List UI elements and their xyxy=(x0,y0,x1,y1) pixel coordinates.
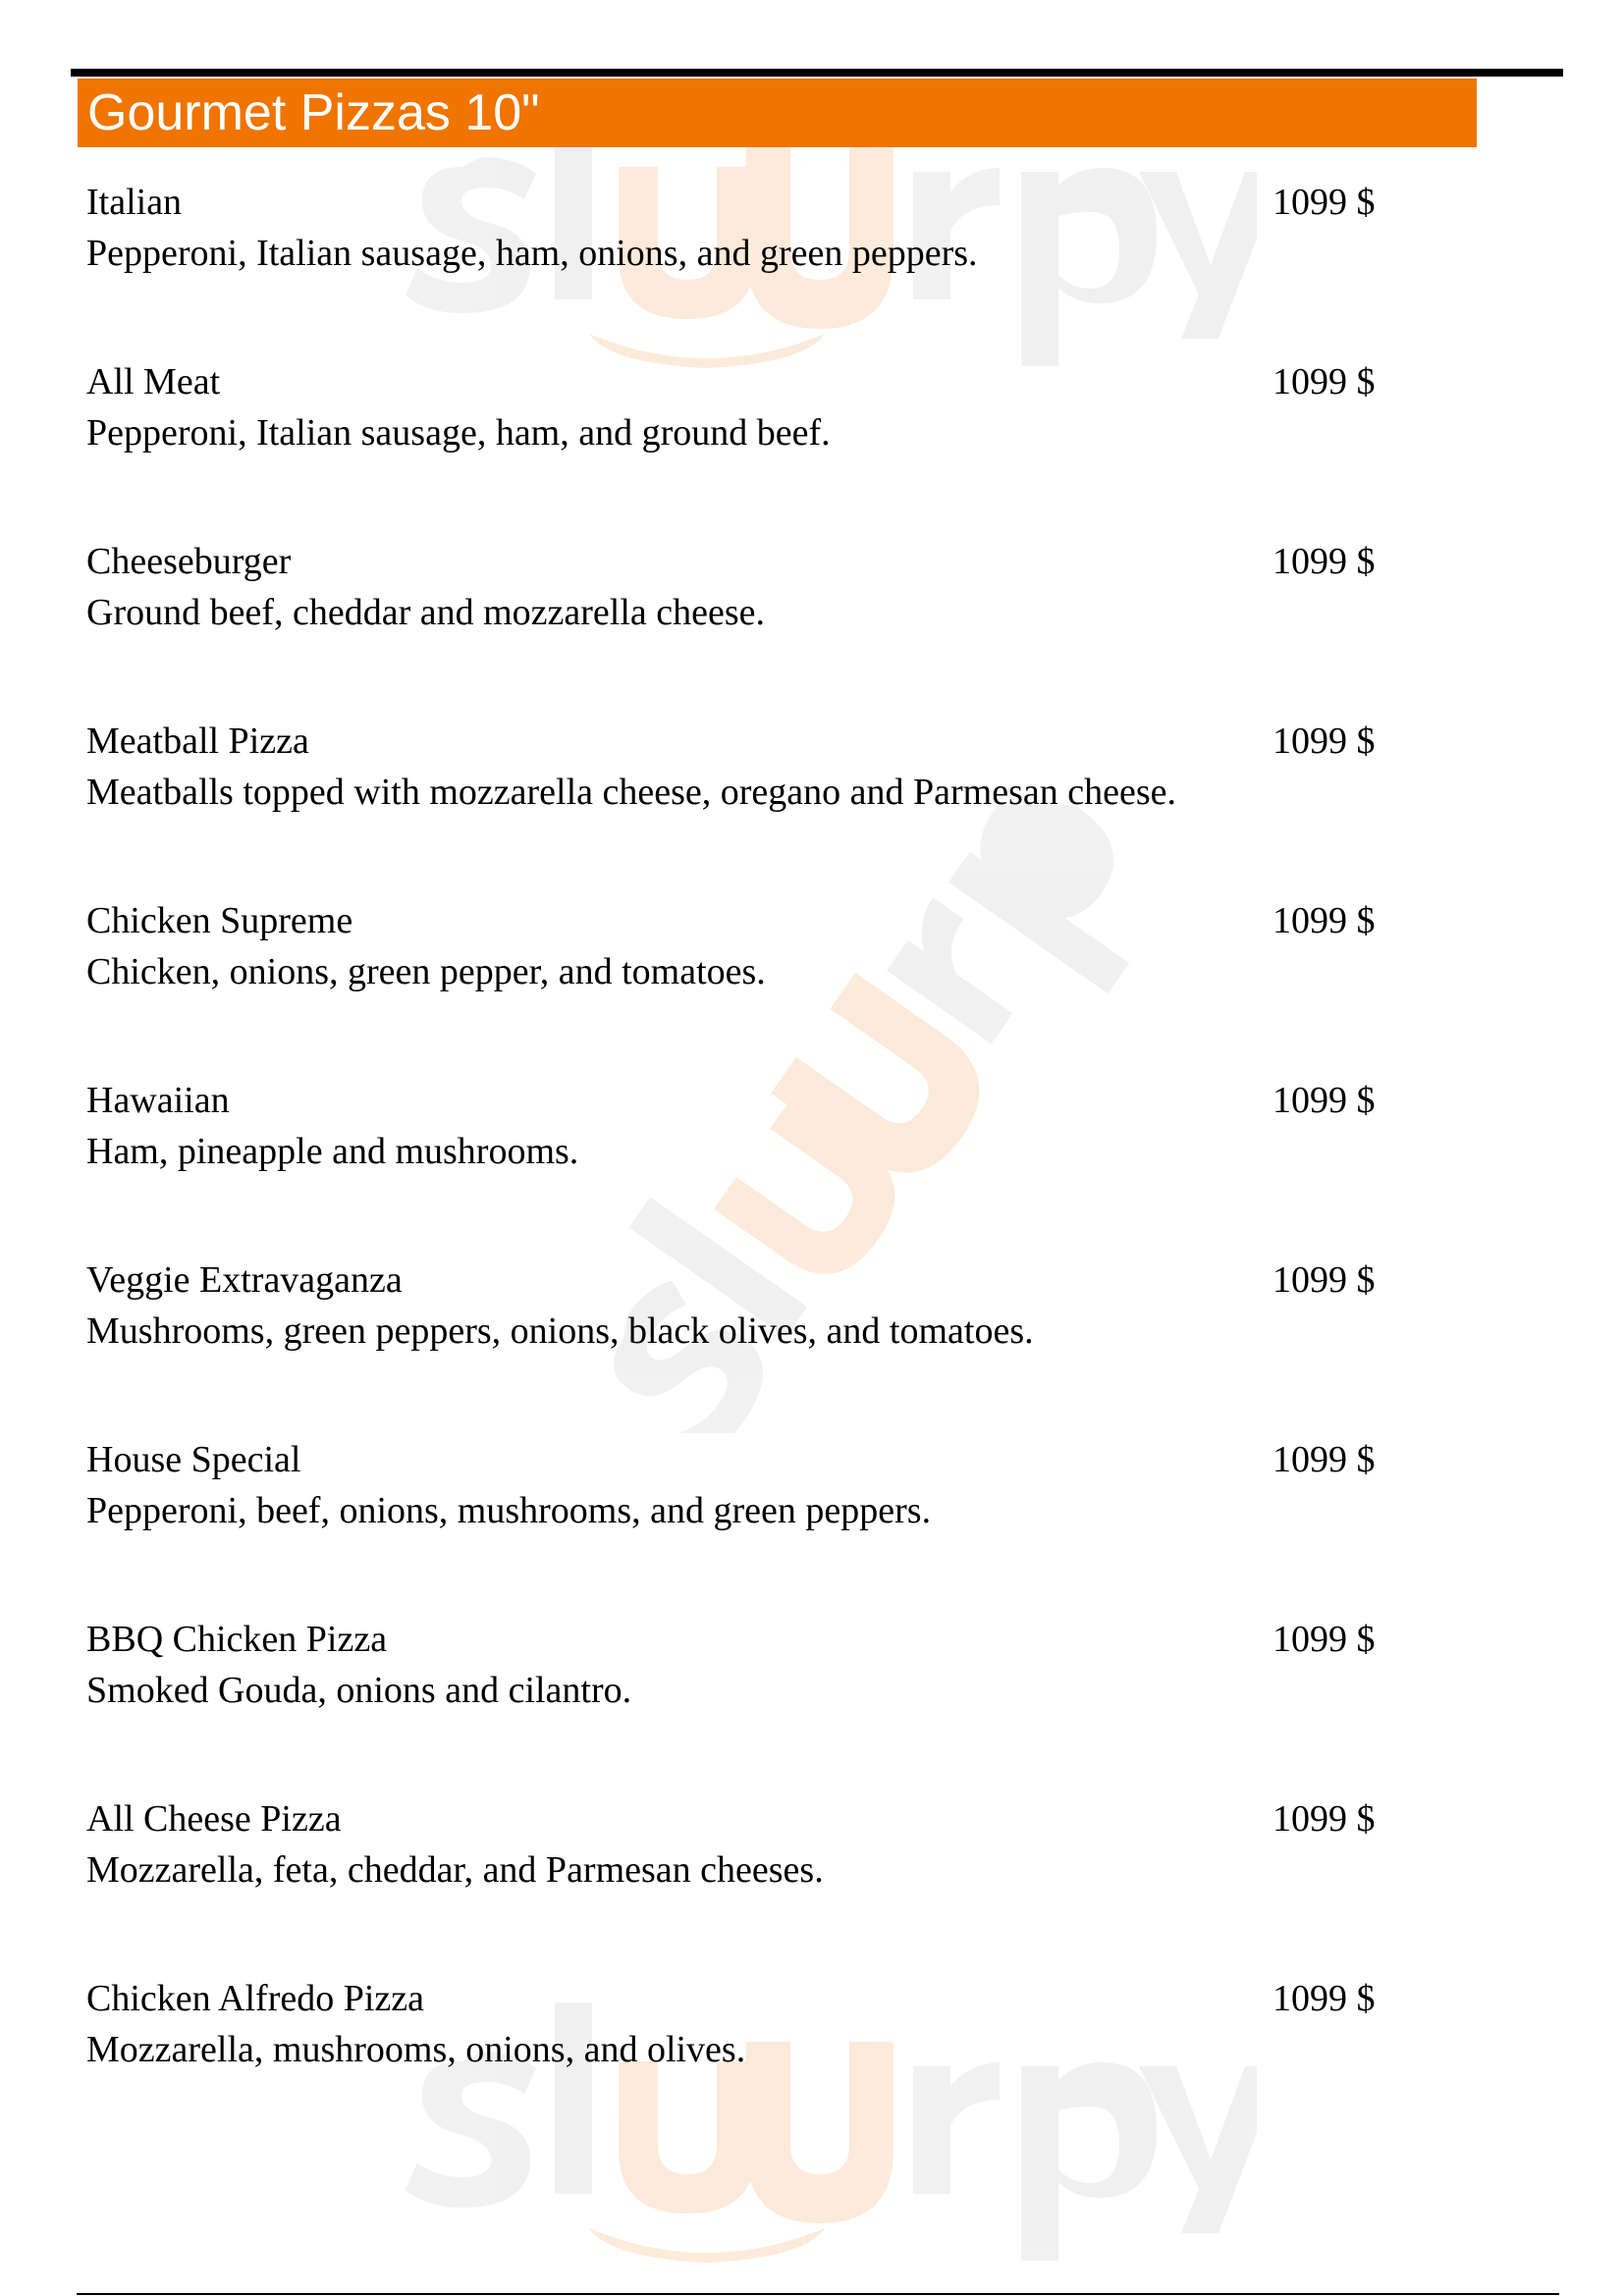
menu-item-price: 1099 $ xyxy=(1272,1080,1376,1121)
menu-item-description: Mushrooms, green peppers, onions, black olives, and tomatoes. xyxy=(86,1310,1034,1352)
menu-item-price: 1099 $ xyxy=(1272,721,1376,762)
menu-item-price: 1099 $ xyxy=(1272,1439,1376,1480)
menu-item-description: Ground beef, cheddar and mozzarella cheese. xyxy=(86,592,766,633)
menu-item-description: Chicken, onions, green pepper, and tomatoes. xyxy=(86,951,766,992)
menu-item-price: 1099 $ xyxy=(1272,541,1376,582)
menu-item-price: 1099 $ xyxy=(1272,1259,1376,1301)
section-title: Gourmet Pizzas 10" xyxy=(87,84,540,141)
menu-item-price: 1099 $ xyxy=(1272,1798,1376,1840)
menu-item-name: Meatball Pizza xyxy=(86,721,309,762)
menu-item-description: Mozzarella, mushrooms, onions, and olives. xyxy=(86,2029,746,2070)
menu-item-price: 1099 $ xyxy=(1272,1619,1376,1660)
menu-item-price: 1099 $ xyxy=(1272,182,1376,223)
menu-item xyxy=(86,356,1461,458)
menu-item xyxy=(86,1793,1461,1896)
menu-item-name: Chicken Alfredo Pizza xyxy=(86,1978,425,2019)
menu-item-description: Pepperoni, beef, onions, mushrooms, and green peppers. xyxy=(86,1490,932,1531)
menu-item xyxy=(86,1255,1461,1357)
menu-item xyxy=(86,1973,1461,2075)
menu-item-name: House Special xyxy=(86,1439,301,1480)
menu-item-name: Cheeseburger xyxy=(86,541,292,582)
menu-item-name: Italian xyxy=(86,182,183,223)
section-header xyxy=(78,79,1477,147)
menu-item-name: BBQ Chicken Pizza xyxy=(86,1619,388,1660)
menu-item xyxy=(86,177,1461,279)
menu-item-name: All Cheese Pizza xyxy=(86,1798,342,1840)
menu-item-description: Pepperoni, Italian sausage, ham, onions, and green peppers. xyxy=(86,233,978,274)
top-rule xyxy=(71,69,1563,77)
menu-item-description: Meatballs topped with mozzarella cheese, oregano and Parmesan cheese. xyxy=(86,772,1176,813)
menu-item xyxy=(86,1434,1461,1536)
menu-item xyxy=(86,716,1461,818)
menu-item-name: Veggie Extravaganza xyxy=(86,1259,403,1301)
menu-item-name: Hawaiian xyxy=(86,1080,230,1121)
menu-item-price: 1099 $ xyxy=(1272,900,1376,941)
menu-item-name: All Meat xyxy=(86,361,221,402)
menu-item xyxy=(86,1075,1461,1177)
menu-item-description: Smoked Gouda, onions and cilantro. xyxy=(86,1670,632,1711)
menu-item-description: Mozzarella, feta, cheddar, and Parmesan cheeses. xyxy=(86,1849,824,1891)
menu-item-name: Chicken Supreme xyxy=(86,900,353,941)
menu-item-price: 1099 $ xyxy=(1272,1978,1376,2019)
menu-item-price: 1099 $ xyxy=(1272,361,1376,402)
menu-item-description: Ham, pineapple and mushrooms. xyxy=(86,1131,579,1172)
menu-item xyxy=(86,895,1461,997)
menu-item xyxy=(86,1614,1461,1716)
menu-item-description: Pepperoni, Italian sausage, ham, and ground beef. xyxy=(86,412,831,454)
menu-list xyxy=(86,177,1461,2075)
bottom-rule xyxy=(77,2293,1559,2295)
menu-item xyxy=(86,536,1461,638)
